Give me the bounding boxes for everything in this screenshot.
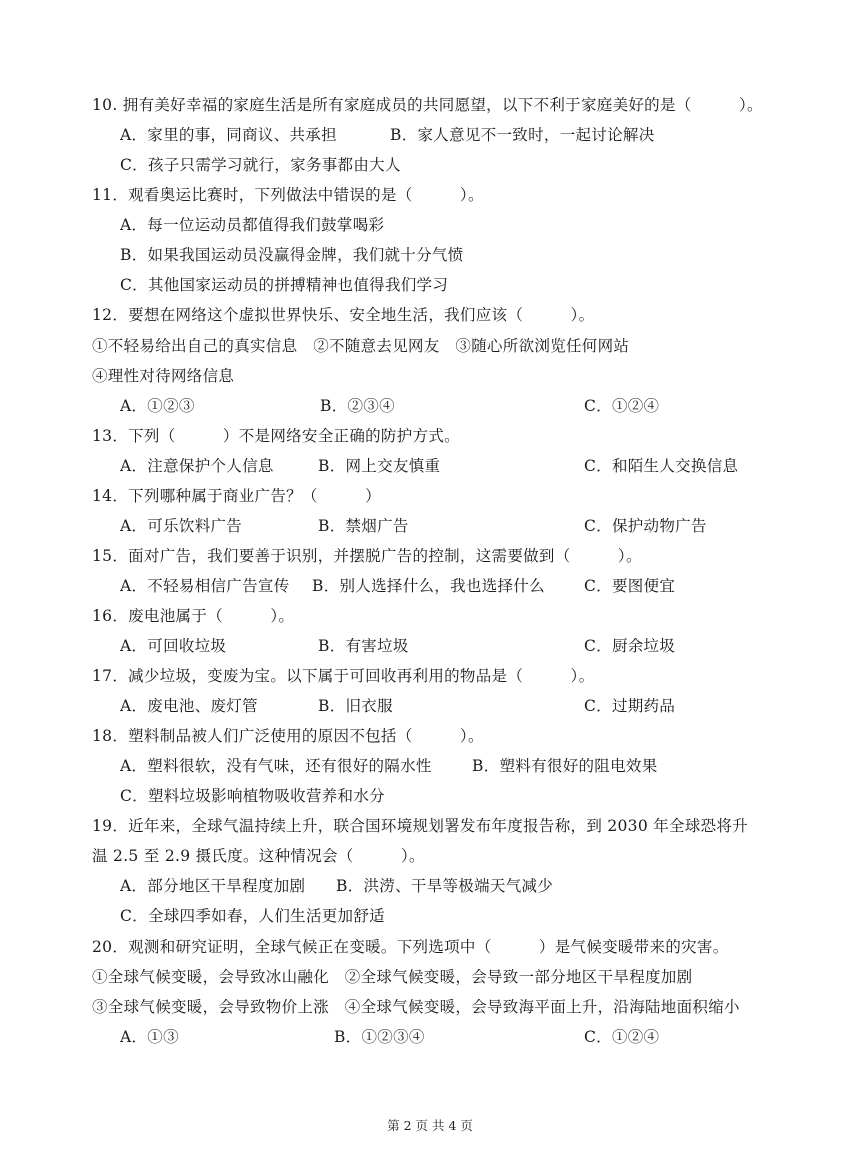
option-c: C．保护动物广告 (584, 517, 707, 535)
option-c: C．①②④ (584, 397, 660, 415)
option-c: C．和陌生人交换信息 (584, 457, 739, 475)
option-c: C．全球四季如春，人们生活更加舒适 (120, 907, 385, 925)
question-stem-continued: 温 2.5 至 2.9 摄氏度。这种情况会（ ）。 (92, 847, 425, 865)
option-a: A．每一位运动员都值得我们鼓掌喝彩 (120, 216, 385, 234)
option-b: B．旧衣服 (318, 697, 393, 715)
statement-list: ①全球气候变暖，会导致冰山融化 ②全球气候变暖，会导致一部分地区干旱程度加剧 (92, 968, 693, 986)
question-stem: 20．观测和研究证明，全球气候正在变暖。下列选项中（ ）是气候变暖带来的灾害。 (92, 938, 729, 956)
question-stem: 10. 拥有美好幸福的家庭生活是所有家庭成员的共同愿望，以下不利于家庭美好的是（ ）。 (92, 96, 763, 114)
option-a: A．注意保护个人信息 (120, 457, 274, 475)
option-a: A．家里的事，同商议、共承担 (120, 126, 337, 144)
option-a: A．塑料很软，没有气味，还有很好的隔水性 (120, 757, 432, 775)
page-footer: 第 2 页 共 4 页 (387, 1118, 473, 1133)
option-a: A．不轻易相信广告宣传 (120, 577, 290, 595)
option-b: B．禁烟广告 (318, 517, 409, 535)
question-stem: 18．塑料制品被人们广泛使用的原因不包括（ ）。 (92, 727, 484, 745)
statement-list: ③全球气候变暖，会导致物价上涨 ④全球气候变暖，会导致海平面上升，沿海陆地面积缩小 (92, 998, 740, 1016)
question-stem: 13．下列（ ）不是网络安全正确的防护方式。 (92, 427, 460, 445)
option-a: A．可乐饮料广告 (120, 517, 243, 535)
question-stem: 16．废电池属于（ ）。 (92, 607, 295, 625)
option-a: A．①②③ (120, 397, 195, 415)
option-b: B．塑料有很好的阻电效果 (472, 757, 658, 775)
option-c: C．孩子只需学习就行，家务事都由大人 (120, 156, 401, 174)
option-b: B．家人意见不一致时，一起讨论解决 (390, 126, 655, 144)
option-c: C．过期药品 (584, 697, 676, 715)
option-a: A．①③ (120, 1028, 179, 1046)
question-stem: 15．面对广告，我们要善于识别，并摆脱广告的控制，这需要做到（ ）。 (92, 547, 642, 565)
option-a: A．部分地区干旱程度加剧 (120, 877, 306, 895)
option-b: B．有害垃圾 (318, 637, 409, 655)
option-c: C．要图便宜 (584, 577, 676, 595)
option-b: B．网上交友慎重 (318, 457, 441, 475)
option-b: B．①②③④ (334, 1028, 425, 1046)
option-c: C．厨余垃圾 (584, 637, 676, 655)
option-b: B．如果我国运动员没赢得金牌，我们就十分气愤 (120, 246, 464, 264)
option-c: C．①②④ (584, 1028, 660, 1046)
question-stem: 19．近年来，全球气温持续上升，联合国环境规划署发布年度报告称，到 2030 年全球恐将升 (92, 817, 749, 835)
option-b: B．别人选择什么，我也选择什么 (312, 577, 545, 595)
question-stem: 11．观看奥运比赛时，下列做法中错误的是（ ）。 (92, 186, 484, 204)
option-b: B．洪涝、干旱等极端天气减少 (336, 877, 554, 895)
option-c: C．其他国家运动员的拼搏精神也值得我们学习 (120, 276, 449, 294)
option-a: A．可回收垃圾 (120, 637, 227, 655)
option-a: A．废电池、废灯管 (120, 697, 258, 715)
statement-list: ①不轻易给出自己的真实信息 ②不随意去见网友 ③随心所欲浏览任何网站 (92, 337, 630, 355)
question-stem: 14．下列哪种属于商业广告？（ ） (92, 487, 381, 505)
question-stem: 12．要想在网络这个虚拟世界快乐、安全地生活，我们应该（ ）。 (92, 306, 595, 324)
question-stem: 17．减少垃圾，变废为宝。以下属于可回收再利用的物品是（ ）。 (92, 667, 595, 685)
option-c: C．塑料垃圾影响植物吸收营养和水分 (120, 787, 385, 805)
statement-list: ④理性对待网络信息 (92, 367, 235, 385)
option-b: B．②③④ (320, 397, 395, 415)
